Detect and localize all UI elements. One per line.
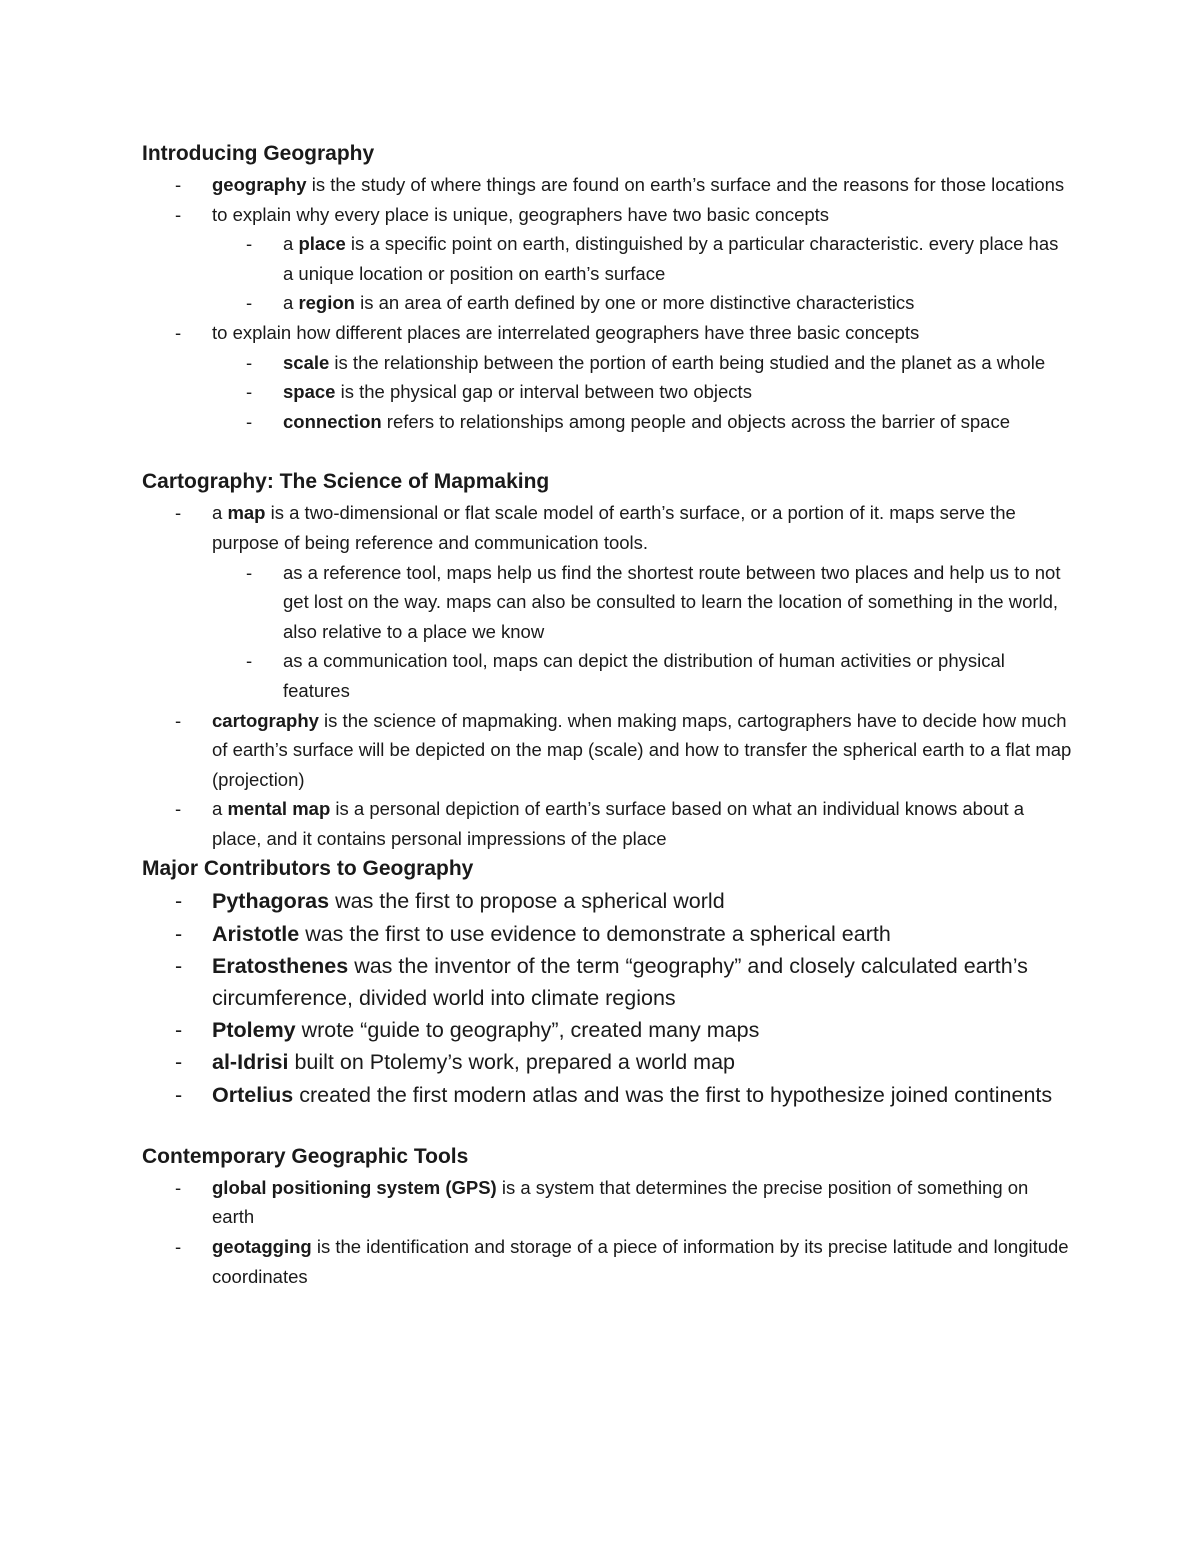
item-text: a [212,502,228,524]
list-item [142,170,1072,200]
term: region [298,292,355,314]
section-cartography [142,466,1072,853]
item-text: to explain how different places are interrelated geographers have three basic concepts [212,321,920,343]
bullet-dash: - [175,1176,182,1198]
definition-text: is the identification and storage of a piece of information by its precise latitude and longitude coordinates [212,1236,1069,1287]
definition-text: was the first to propose a spherical world [329,889,725,914]
bullet-dash: - [175,953,183,978]
list-item [142,200,1072,230]
definition-text: is the relationship between the portion of earth being studied and the planet as a whole [329,351,1046,373]
section-major-contributors [142,853,1072,1110]
list-item [142,498,1072,557]
person-name: al-Idrisi [212,1050,289,1075]
definition-text: is the physical gap or interval between two objects [335,381,752,403]
section-heading: Contemporary Geographic Tools [142,1144,469,1168]
term: map [227,502,266,524]
list-item [142,288,1072,318]
bullet-dash: - [246,233,253,255]
term: geography [212,174,307,195]
section-contemporary-tools [142,1141,1072,1291]
bullet-dash: - [175,1082,183,1107]
definition-text: is a personal depiction of earth’s surface based on what an individual knows about a place, and it contains personal impressions of the place [212,798,1025,849]
bullet-dash: - [246,561,253,583]
definition-text: is the study of where things are found on earth’s surface and the reasons for those locations [306,174,1065,195]
bullet-dash: - [175,921,183,946]
definition-text: created the first modern atlas and was the first to hypothesize joined continents [293,1082,1053,1107]
definition-text: is a two-dimensional or flat scale model of earth’s surface, or a portion of it. maps serve the purpose of being reference and communication tools. [212,502,1016,553]
term: connection [283,410,382,432]
list-item [142,1173,1072,1232]
paragraph-gap [142,436,1072,466]
definition-text: built on Ptolemy’s work, prepared a world map [288,1050,736,1075]
term: geotagging [212,1236,312,1258]
person-name: Pythagoras [212,889,330,914]
list-item [142,1079,1072,1111]
term: place [298,233,346,255]
document-body [142,138,1072,1291]
list-item [142,950,1072,1014]
bullet-dash: - [175,1018,183,1043]
bullet-dash: - [246,410,253,432]
person-name: Aristotle [212,921,300,946]
list-item [142,229,1072,288]
definition-text: is a system that determines the precise position of something on earth [212,1176,1029,1228]
list-item [142,1046,1072,1078]
bullet-dash: - [175,203,182,225]
section-heading: Introducing Geography [142,142,375,165]
bullet-dash: - [246,650,253,672]
item-text: a [283,233,299,255]
bullet-dash: - [175,1236,182,1258]
section-heading: Major Contributors to Geography [142,857,474,881]
paragraph-gap [142,1111,1072,1141]
list-item [142,348,1072,378]
item-text: to explain why every place is unique, geographers have two basic concepts [212,203,830,225]
person-name: Eratosthenes [212,953,349,978]
list-item [142,407,1072,437]
bullet-list [142,170,1072,436]
item-text: as a communication tool, maps can depict the distribution of human activities or physical features [283,650,1005,701]
definition-text: is the science of mapmaking. when making maps, cartographers have to decide how much of earth’s surface will be depicted on the map (scale) and how to transfer the spherical earth to a flat map (projection) [212,709,1072,790]
list-item [142,318,1072,348]
bullet-list [142,1173,1072,1291]
item-text: a [212,798,228,820]
term: mental map [227,798,331,820]
term: global positioning system (GPS) [212,1176,497,1198]
bullet-dash: - [175,709,182,731]
term: space [283,381,336,403]
section-heading: Cartography: The Science of Mapmaking [142,470,550,494]
person-name: Ortelius [212,1082,294,1107]
item-text: a [283,292,299,314]
list-item [142,558,1072,647]
bullet-dash: - [246,381,253,403]
person-name: Ptolemy [212,1018,296,1043]
list-item [142,918,1072,950]
definition-text: refers to relationships among people and objects across the barrier of space [381,410,1010,432]
bullet-dash: - [246,292,253,314]
definition-text: is an area of earth defined by one or more distinctive characteristics [354,292,915,314]
bullet-dash: - [175,798,182,820]
list-item [142,706,1072,795]
bullet-list [142,498,1072,853]
term: cartography [212,709,319,731]
bullet-dash: - [175,174,182,195]
list-item [142,794,1072,853]
bullet-dash: - [175,889,183,914]
list-item [142,885,1072,917]
list-item [142,646,1072,705]
bullet-dash: - [175,1050,183,1075]
bullet-dash: - [175,321,182,343]
bullet-dash: - [246,351,253,373]
section-introducing-geography [142,138,1072,436]
definition-text: was the inventor of the term “geography” and closely calculated earth’s circumference, divided world into climate regions [212,953,1028,1011]
bullet-list [142,885,1072,1110]
definition-text: wrote “guide to geography”, created many maps [295,1018,760,1043]
definition-text: was the first to use evidence to demonstrate a spherical earth [299,921,891,946]
list-item [142,1014,1072,1046]
item-text: as a reference tool, maps help us find the shortest route between two places and help us to not get lost on the way. maps can also be consulted to learn the location of something in the world, also relative to a place we know [283,561,1061,642]
list-item [142,377,1072,407]
list-item [142,1232,1072,1291]
definition-text: is a specific point on earth, distinguished by a particular characteristic. every place has a unique location or position on earth’s surface [283,233,1059,284]
term: scale [283,351,330,373]
bullet-dash: - [175,502,182,524]
